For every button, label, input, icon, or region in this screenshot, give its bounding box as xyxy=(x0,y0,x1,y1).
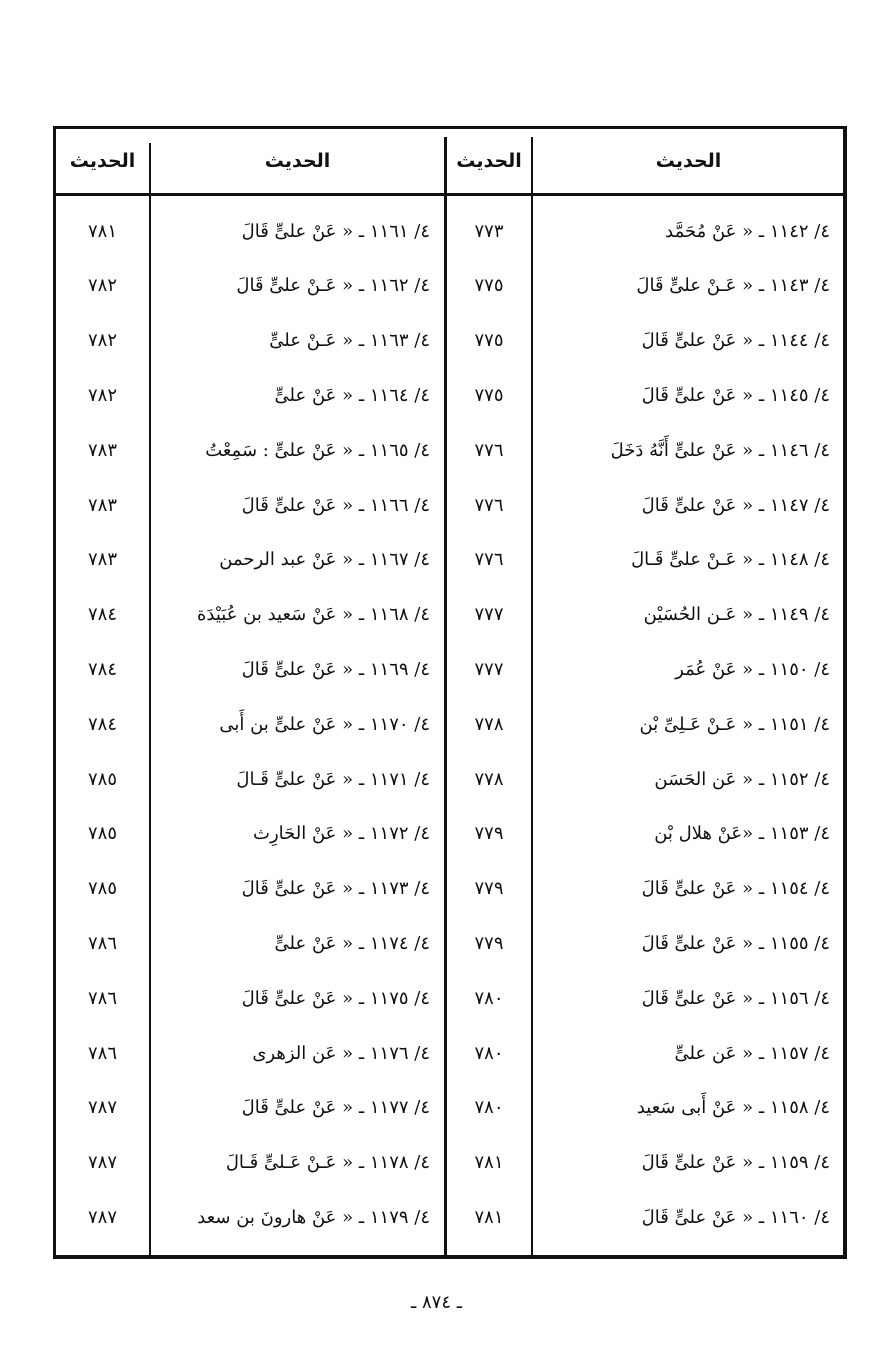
hadith-entry: ٤/ ١١٧٤ ـ « عَنْ علىٍّ xyxy=(274,932,430,954)
hadith-page: ٧٨٦ xyxy=(88,987,118,1009)
hadith-entry: ٤/ ١١٤٥ ـ « عَنْ علىٍّ قَالَ xyxy=(641,384,830,406)
hadith-page: ٧٨٣ xyxy=(88,549,118,571)
page-number: ـ ٨٧٤ ـ xyxy=(410,1292,462,1313)
header-hadith-right: الحديث xyxy=(655,150,722,172)
hadith-entry: ٤/ ١١٦١ ـ « عَنْ علىٍّ قَالَ xyxy=(241,220,430,242)
hadith-page: ٧٨٣ xyxy=(88,439,118,461)
hadith-entry: ٤/ ١١٥٠ ـ « عَنْ عُمَر xyxy=(675,658,830,680)
hadith-entry: ٤/ ١١٤٧ ـ « عَنْ علىٍّ قَالَ xyxy=(641,494,830,516)
header-hadith-left: الحديث xyxy=(264,150,331,172)
hadith-page: ٧٧٨ xyxy=(474,713,504,735)
hadith-page: ٧٧٥ xyxy=(474,275,504,297)
hadith-page: ٧٨٤ xyxy=(88,713,118,735)
hadith-entry: ٤/ ١١٤٣ ـ « عَـنْ علىٍّ قَالَ xyxy=(636,275,830,297)
hadith-page: ٧٨٥ xyxy=(88,878,118,900)
hadith-entry: ٤/ ١١٥٢ ـ « عَن الحَسَن xyxy=(654,768,830,790)
hadith-entry: ٤/ ١١٦٢ ـ « عَـنْ علىٍّ قَالَ xyxy=(236,275,430,297)
hadith-entry: ٤/ ١١٦٦ ـ « عَنْ علىٍّ قَالَ xyxy=(241,494,430,516)
hadith-entry: ٤/ ١١٧٧ ـ « عَنْ علىٍّ قَالَ xyxy=(241,1097,430,1119)
hadith-page: ٧٨٧ xyxy=(88,1206,118,1228)
hadith-page: ٧٧٥ xyxy=(474,384,504,406)
hadith-page: ٧٨٥ xyxy=(88,823,118,845)
hadith-entry: ٤/ ١١٧٨ ـ « عَـنْ عَـلىٍّ قَـالَ xyxy=(225,1152,430,1174)
header-rule xyxy=(56,193,844,196)
hadith-page: ٧٨١ xyxy=(88,220,118,242)
hadith-page: ٧٧٦ xyxy=(474,494,504,516)
hadith-page: ٧٧٨ xyxy=(474,768,504,790)
hadith-page: ٧٧٧ xyxy=(474,658,504,680)
hadith-page: ٧٨٠ xyxy=(474,987,504,1009)
hadith-page: ٧٨٠ xyxy=(474,1097,504,1119)
hadith-page: ٧٧٩ xyxy=(474,932,504,954)
hadith-entry: ٤/ ١١٦٨ ـ « عَنْ سَعيد بن عُبَيْدَة xyxy=(196,604,430,626)
hadith-page: ٧٨٢ xyxy=(88,384,118,406)
hadith-entry: ٤/ ١١٦٩ ـ « عَنْ علىٍّ قَالَ xyxy=(241,658,430,680)
hadith-entry: ٤/ ١١٥٤ ـ « عَنْ علىٍّ قَالَ xyxy=(641,878,830,900)
hadith-entry: ٤/ ١١٤٦ ـ « عَنْ علىٍّ أَنَّهُ دَخَلَ xyxy=(610,439,830,461)
hadith-entry: ٤/ ١١٤٨ ـ « عَـنْ علىٍّ قَـالَ xyxy=(631,549,830,571)
hadith-page: ٧٨٢ xyxy=(88,275,118,297)
hadith-page: ٧٧٩ xyxy=(474,823,504,845)
hadith-entry: ٤/ ١١٥٥ ـ « عَنْ علىٍّ قَالَ xyxy=(641,932,830,954)
hadith-entry: ٤/ ١١٥٣ ـ «عَنْ هلال بْن xyxy=(654,823,830,845)
hadith-entry: ٤/ ١١٥٩ ـ « عَنْ علىٍّ قَالَ xyxy=(641,1152,830,1174)
hadith-page: ٧٨٥ xyxy=(88,768,118,790)
hadith-page: ٧٨٧ xyxy=(88,1152,118,1174)
hadith-entry: ٤/ ١١٤٢ ـ « عَنْ مُحَمَّد xyxy=(665,220,830,242)
hadith-entry: ٤/ ١١٧٦ ـ « عَن الزهرى xyxy=(252,1042,430,1064)
hadith-page: ٧٧٦ xyxy=(474,549,504,571)
hadith-entry: ٤/ ١١٦٠ ـ « عَنْ علىٍّ قَالَ xyxy=(641,1206,830,1228)
hadith-entry: ٤/ ١١٦٤ ـ « عَنْ علىٍّ xyxy=(274,384,430,406)
hadith-page: ٧٨٦ xyxy=(88,1042,118,1064)
hadith-entry: ٤/ ١١٧٢ ـ « عَنْ الحَارِث xyxy=(253,823,430,845)
hadith-entry: ٤/ ١١٧٠ ـ « عَنْ علىٍّ بن أَبى xyxy=(219,713,430,735)
hadith-entry: ٤/ ١١٥٦ ـ « عَنْ علىٍّ قَالَ xyxy=(641,987,830,1009)
hadith-page: ٧٧٦ xyxy=(474,439,504,461)
hadith-entry: ٤/ ١١٤٩ ـ « عَـن الحُسَيْن xyxy=(643,604,830,626)
hadith-page: ٧٨٢ xyxy=(88,330,118,352)
hadith-page: ٧٨٦ xyxy=(88,932,118,954)
hadith-page: ٧٧٧ xyxy=(474,604,504,626)
hadith-page: ٧٧٥ xyxy=(474,330,504,352)
hadith-page: ٧٨٠ xyxy=(474,1042,504,1064)
hadith-entry: ٤/ ١١٦٣ ـ « عَـنْ علىٍّ xyxy=(269,330,430,352)
header-page-right: الحديث xyxy=(456,150,522,172)
hadith-page: ٧٨٧ xyxy=(88,1097,118,1119)
hadith-entry: ٤/ ١١٥٧ ـ « عَن علىٍّ xyxy=(674,1042,830,1064)
hadith-page: ٧٨٤ xyxy=(88,604,118,626)
hadith-page: ٧٨١ xyxy=(474,1206,504,1228)
hadith-entry: ٤/ ١١٧٣ ـ « عَنْ علىٍّ قَالَ xyxy=(241,878,430,900)
hadith-entry: ٤/ ١١٥١ ـ « عَـنْ عَـلِىِّ بْن xyxy=(639,713,830,735)
hadith-entry: ٤/ ١١٧١ ـ « عَنْ علىٍّ قَـالَ xyxy=(236,768,430,790)
hadith-page: ٧٧٣ xyxy=(474,220,504,242)
hadith-page: ٧٧٩ xyxy=(474,878,504,900)
hadith-entry: ٤/ ١١٧٥ ـ « عَنْ علىٍّ قَالَ xyxy=(241,987,430,1009)
hadith-page: ٧٨١ xyxy=(474,1152,504,1174)
index-table xyxy=(53,126,847,1259)
header-page-left: الحديث xyxy=(69,150,136,172)
hadith-entry: ٤/ ١١٤٤ ـ « عَنْ علىٍّ قَالَ xyxy=(641,330,830,352)
hadith-entry: ٤/ ١١٧٩ ـ « عَنْ هارونَ بن سعد xyxy=(197,1206,430,1228)
hadith-entry: ٤/ ١١٦٧ ـ « عَنْ عبد الرحمن xyxy=(219,549,430,571)
hadith-page: ٧٨٣ xyxy=(88,494,118,516)
hadith-entry: ٤/ ١١٦٥ ـ « عَنْ علىٍّ : سَمِعْتُ xyxy=(205,439,430,461)
hadith-page: ٧٨٤ xyxy=(88,658,118,680)
hadith-entry: ٤/ ١١٥٨ ـ « عَنْ أَبى سَعيد xyxy=(636,1097,830,1119)
